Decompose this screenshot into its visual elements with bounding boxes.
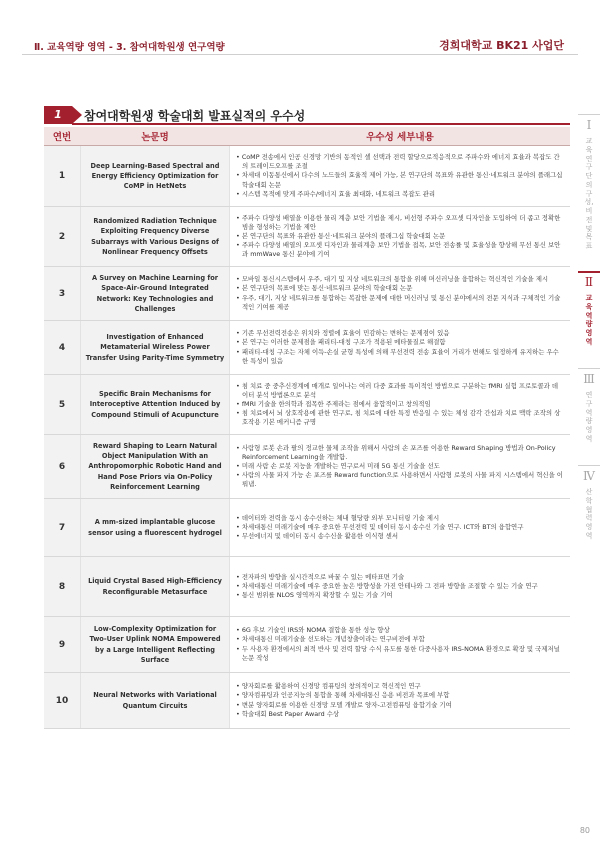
paper-title: Neural Networks with Variational Quantum Circuits <box>80 673 230 728</box>
table-row <box>44 557 570 617</box>
row-number: 7 <box>44 499 80 556</box>
table-header <box>44 127 570 146</box>
side-tab-numeral: Ⅳ <box>583 469 595 483</box>
row-number: 1 <box>44 146 80 206</box>
table-row <box>44 146 570 207</box>
excellence-details <box>230 435 570 498</box>
excellence-details <box>230 375 570 434</box>
side-tab-numeral: Ⅱ <box>584 275 594 289</box>
section-title <box>44 106 570 124</box>
header-divider <box>22 54 578 55</box>
detail-bullet: • 양자컴퓨팅과 인공지능의 통합을 통해 차세대통신 응용 비전과 목표에 부합 <box>236 691 564 700</box>
col-header-title: 논문명 <box>141 132 169 143</box>
paper-title: Reward Shaping to Learn Natural Object Manipulation With an Anthropomorphic Robotic Hand and Hand Pose Priors via On-Policy Reinforcement Learning <box>80 435 230 498</box>
side-tab-divider <box>578 465 600 466</box>
side-tab-label: 교육연구단의 구성, 비전 및 목표 <box>584 137 594 250</box>
table-row <box>44 673 570 729</box>
detail-bullet: • 6G 후보 기술인 IRS와 NOMA 결합을 통한 성능 향상 <box>236 626 564 635</box>
side-tab-label: 연구역량 영역 <box>585 391 593 443</box>
row-number: 8 <box>44 557 80 616</box>
excellence-details <box>230 267 570 320</box>
detail-bullet: • 시스템 목적에 맞게 주파수/에너지 효율 최대화, 네트워크 복잡도 관리 <box>236 190 564 199</box>
paper-title: A mm-sized implantable glucose sensor using a fluorescent hydrogel <box>80 499 230 556</box>
table-row <box>44 207 570 267</box>
row-number: 3 <box>44 267 80 320</box>
paper-title: Specific Brain Mechanisms for Interoceptive Attention Induced by Compound Stimuli of Acupuncture <box>80 375 230 434</box>
results-table <box>44 127 570 729</box>
row-number: 6 <box>44 435 80 498</box>
detail-bullet: • 양자회로를 활용하여 신경망 컴퓨팅의 창의적이고 혁신적인 연구 <box>236 682 564 691</box>
table-row <box>44 499 570 557</box>
detail-bullet: • 침 치료 중 중추신경계에 매개로 일어나는 여러 다중 효과를 특이적인 방법으로 구분하는 fMRI 실험 프로토콜과 데이터 분석 방법론으로 분석 <box>236 382 564 400</box>
detail-bullet: • 두 사용자 환경에서의 최적 반사 및 전력 할당 수식 유도를 통한 다중사용자 IRS-NOMA 환경으로 확장 및 국제저널논문 작성 <box>236 645 564 663</box>
excellence-details <box>230 557 570 616</box>
side-tab-label: 산학협력 영역 <box>585 488 593 540</box>
row-number: 10 <box>44 673 80 728</box>
side-tab-2[interactable] <box>578 273 600 363</box>
detail-bullet: • 사람형 로봇 손과 팔의 정교한 물체 조작을 위해서 사람의 손 포즈를 이용한 Reward Shaping 방법과 On-Policy Reinforcement Learning을 개발함. <box>236 444 564 462</box>
detail-bullet: • 미래 사람 손 로봇 지능을 개발하는 연구로서 미래 5G 통신 기술을 선도 <box>236 462 564 471</box>
header-institution: 경희대학교 BK21 사업단 <box>439 39 564 52</box>
detail-bullet: • 기존 무선전력전송은 위치와 정렬에 효율이 민감하는 변하는 문제점이 있음 <box>236 329 564 338</box>
side-tab-numeral: Ⅰ <box>586 118 592 132</box>
paper-title: Deep Learning-Based Spectral and Energy Efficiency Optimization for CoMP in HetNets <box>80 146 230 206</box>
table-body <box>44 146 570 729</box>
side-tab-divider <box>578 114 600 115</box>
detail-bullet: • 데이터와 전력을 동시 송수신하는 체내 혈당량 외부 모니터링 기술 제시 <box>236 514 564 523</box>
header-breadcrumb: Ⅱ. 교육역량 영역 - 3. 참여대학원생 연구역량 <box>34 42 225 53</box>
detail-bullet: • 전자파의 방향을 실시간적으로 바꿀 수 있는 메타표면 기술 <box>236 573 564 582</box>
table-row <box>44 321 570 375</box>
paper-title: Randomized Radiation Technique Exploiting Frequency Diverse Subarrays with Various Designs of Nonlinear Frequency Offsets <box>80 207 230 266</box>
detail-bullet: • 변분 양자회로를 이용한 신경망 모델 개발로 양자-고전컴퓨팅 융합기술 기여 <box>236 701 564 710</box>
detail-bullet: • 사람의 사물 파지 가능 손 포즈를 Reward function으로 사용하면서 사람형 로봇의 사물 파지 시스템에서 혁신을 이뤄냄. <box>236 471 564 489</box>
excellence-details <box>230 673 570 728</box>
row-number: 5 <box>44 375 80 434</box>
excellence-details <box>230 617 570 672</box>
table-row <box>44 435 570 499</box>
paper-title: Low-Complexity Optimization for Two-User Uplink NOMA Empowered by a Large Intelligent Reflecting Surface <box>80 617 230 672</box>
side-tab-divider <box>578 368 600 369</box>
table-row <box>44 375 570 435</box>
side-tab-label: 교육역량 영역 <box>585 294 593 346</box>
detail-bullet: • 차세대통신 미래기술에 매우 중요한 높은 방향성을 가진 안테나와 그 전파 방향을 조절할 수 있는 기술 연구 <box>236 582 564 591</box>
section-underline <box>72 123 570 125</box>
paper-title: Liquid Crystal Based High-Efficiency Reconfigurable Metasurface <box>80 557 230 616</box>
excellence-details <box>230 146 570 206</box>
side-tab-numeral: Ⅲ <box>583 372 595 386</box>
section-number-badge: 1 <box>44 106 72 124</box>
col-header-details: 우수성 세부내용 <box>366 132 434 143</box>
detail-bullet: • 본 연구단의 목표에 맞는 통신·네트워크 분야의 학술대회 논문 <box>236 284 564 293</box>
detail-bullet: • 패리티-대칭 구조는 자체 이득-손실 균형 특성에 의해 무선전력 전송 효율이 거리가 변해도 일정하게 유지하는 우수한 특성이 있음 <box>236 348 564 366</box>
detail-bullet: • 차세대통신 미래기술에 매우 중요한 무선전력 및 데이터 동시 송수신 기술 연구. ICT와 BT의 융합연구 <box>236 523 564 532</box>
detail-bullet: • CoMP 전송에서 인공 신경망 기반의 동적인 셀 선택과 전력 할당으로적응적으로 주파수와 에너지 효율과 복잡도 간의 트레이드오프를 조절 <box>236 153 564 171</box>
detail-bullet: • 침 치료에서 뇌 상호작용에 관한 연구로, 침 치료에 대한 특정 반응일 수 있는 체성 감각 간섭과 치료 맥락 조작의 상호작용 기본 메커니즘 규명 <box>236 409 564 427</box>
paper-title: Investigation of Enhanced Metamaterial Wireless Power Transfer Using Parity-Time Symmetry <box>80 321 230 374</box>
excellence-details <box>230 321 570 374</box>
detail-bullet: • 학술대회 Best Paper Award 수상 <box>236 710 564 719</box>
detail-bullet: • 본 연구는 이러한 문제점을 패리티-대칭 구조가 적용된 메타물질로 해결함 <box>236 338 564 347</box>
chapter-side-tabs <box>578 0 600 848</box>
excellence-details <box>230 499 570 556</box>
page-header <box>0 0 600 86</box>
side-tab-1[interactable] <box>578 116 600 266</box>
detail-bullet: • 본 연구단의 목표와 유관한 통신·네트워크 분야의 플래그십 학술대회 논문 <box>236 232 564 241</box>
page-number: 80 <box>579 826 590 835</box>
detail-bullet: • 모바일 통신시스템에서 우주, 대기 및 지상 네트워크의 통합을 위해 머신러닝을 융합하는 혁신적인 기술을 제시 <box>236 275 564 284</box>
detail-bullet: • 주파수 다양성 배열을 이용한 물리 계층 보안 기법을 제시, 비선형 주파수 오프셋 디자인을 도입하여 더 좁고 정확한 빔을 형성하는 기법을 제안 <box>236 214 564 232</box>
detail-bullet: • 우주, 대기, 지상 네트워크를 통합하는 복잡한 문제에 대한 머신러닝 및 통신 분야에서의 전문 지식과 구체적인 기술적인 기여를 제공 <box>236 294 564 312</box>
detail-bullet: • fMRI 기술을 한의학과 접목한 주제라는 점에서 융합적이고 창의적임 <box>236 400 564 409</box>
col-header-number: 연번 <box>52 132 72 143</box>
table-row <box>44 617 570 673</box>
side-tab-4[interactable] <box>578 467 600 557</box>
detail-bullet: • 차세대통신 미래기술을 선도하는 개념창출이라는 연구비전에 부합 <box>236 635 564 644</box>
section-heading: 참여대학원생 학술대회 발표실적의 우수성 <box>84 109 306 123</box>
side-tab-3[interactable] <box>578 370 600 460</box>
detail-bullet: • 주파수 다양성 배열의 오프셋 디자인과 물리계층 보안 기법을 접목, 보안 전송률 및 효율성을 향상해 무선 통신 보안과 mmWave 통신 분야에 기여 <box>236 241 564 259</box>
row-number: 2 <box>44 207 80 266</box>
detail-bullet: • 통신 범위를 NLOS 영역까지 확장할 수 있는 기술 기여 <box>236 591 564 600</box>
table-row <box>44 267 570 321</box>
detail-bullet: • 차세대 이동통신에서 다수의 노드들의 효율적 제어 가능, 본 연구단의 목표와 유관한 통신·네트워크 분야의 플래그십 학술대회 논문 <box>236 171 564 189</box>
excellence-details <box>230 207 570 266</box>
row-number: 9 <box>44 617 80 672</box>
paper-title: A Survey on Machine Learning for Space-Air-Ground Integrated Network: Key Technologies and Challenges <box>80 267 230 320</box>
detail-bullet: • 무선에너지 및 데이터 동시 송수신을 활용한 이식형 센서 <box>236 532 564 541</box>
row-number: 4 <box>44 321 80 374</box>
